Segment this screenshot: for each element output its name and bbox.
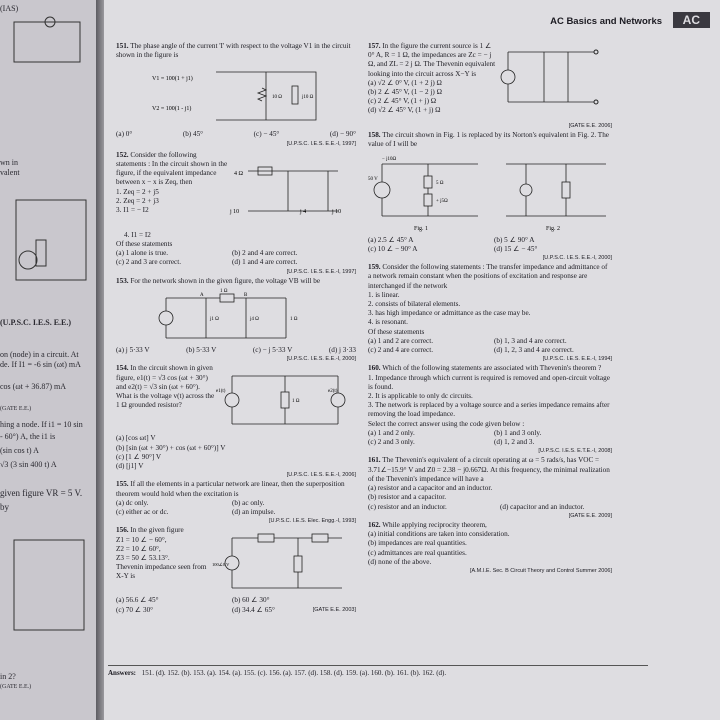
question-text: Consider the following statements : The transfer impedance and admittance of a network remain constant when the positions of excitation and response are interchanged if the network (368, 263, 608, 290)
figure-caption: Fig. 2 (546, 225, 561, 232)
option-c: (c) admittances are real quantities. (368, 548, 467, 557)
question-number: 158. (368, 131, 381, 140)
option-c: (c) [1 ∠ 90°] V (116, 452, 162, 461)
option-a: (a) 1 and 2 only. (368, 428, 415, 437)
option-d: (d) 1 and 4 are correct. (232, 258, 298, 267)
impedance-label: 1 Ω (290, 317, 298, 323)
question-number: 151. (116, 42, 129, 50)
right-column (368, 42, 612, 576)
source-citation: [U.P.S.C. I.E.S. E.E.-I, 1997] (286, 140, 356, 147)
statement-item: 2. Zeq = 2 + j3 (116, 196, 159, 205)
option-d: (d) 34.4 ∠ 65° (232, 605, 275, 614)
circuit-label: V2 = 100(1 - j1) (152, 106, 192, 113)
question-158 (368, 131, 612, 263)
facing-line: √3 (3 sin 400 t) A (0, 460, 57, 469)
question-153 (116, 277, 356, 365)
statement-item: 3. I1 = − I2 (116, 206, 149, 215)
option-d: (d) [j1] V (116, 462, 144, 471)
option-b: (b) 2 ∠ 45° V, (1 − 2 j) Ω (368, 88, 442, 97)
facing-line: (IAS) (0, 4, 19, 13)
question-152 (116, 151, 356, 277)
option-a: (a) 1 alone is true. (116, 249, 169, 258)
answer-item: 159. (a). (345, 669, 370, 677)
option-a: (a) [cos ωt] V (116, 434, 156, 443)
option-a: (a) resistor and a capacitor and an inductor. (368, 484, 493, 493)
option-a: (a) 1 and 2 are correct. (368, 336, 434, 345)
question-number: 155. (116, 480, 129, 489)
option-d: (d) j 3·33 (328, 346, 356, 355)
facing-line: in 2? (0, 672, 16, 681)
source-citation: [GATE E.E. 2003] (312, 606, 356, 613)
option-b: (b) 5 ∠ 90° A (494, 235, 535, 244)
statement-item: 3. The network is replaced by a voltage source and a series impedance remains after removing the load impedance. (368, 401, 610, 419)
facing-line: by (0, 502, 9, 512)
question-161 (368, 456, 612, 520)
question-text: The Thevenin's equivalent of a circuit operating at ω = 5 rads/s, has VOC = 3.71∠−15.9° V and Z0 = 2.38 − j0.667Ω. At this frequency, the minimal realization of the Thevenin's impedance will have a (368, 456, 610, 483)
statement-item: 1. is linear. (368, 290, 400, 299)
left-column (116, 42, 356, 615)
source-label: e1(t) (216, 389, 226, 395)
answer-item: 152. (b). (167, 669, 192, 677)
source-citation: [A.M.I.E. Sec. B Circuit Theory and Control Summer 2006] (469, 567, 612, 574)
question-number: 161. (368, 456, 381, 465)
question-155 (116, 480, 356, 526)
question-text: If all the elements in a particular network are linear, then the superposition theorem would hold when the excitation is (116, 480, 345, 498)
question-text: In the given figure (130, 526, 184, 535)
impedance-label: 4 Ω (234, 170, 243, 177)
facing-line: de. If I1 = -6 sin (ωt) mA (0, 360, 81, 369)
option-d: (d) 1, 2 and 3. (494, 438, 535, 447)
option-b: (b) impedances are real quantities. (368, 539, 467, 548)
option-c: (c) either ac or dc. (116, 508, 169, 517)
question-number: 152. (116, 150, 129, 159)
facing-line: cos (ωt + 36.87) mA (0, 382, 66, 391)
impedance-value: Z3 = 50 ∠ 53.13°. (116, 554, 170, 563)
question-text: For the network shown in the given figure, the voltage VB will be (130, 276, 321, 285)
answer-item: 155. (c). (243, 669, 268, 677)
statement-item: 1. Impedance through which current is required is removed and open-circuit voltage is found. (368, 373, 610, 391)
facing-line: wn in (0, 158, 18, 167)
source-citation: [U.P.S.C. I.E.S. E.E.-I, 2000] (542, 255, 612, 262)
source-citation: [U.P.S.C. I.E.S. E.T.E.-I, 2008] (538, 448, 612, 455)
statement-item: 2. It is applicable to only dc circuits. (368, 392, 473, 401)
source-label: 50 V (368, 176, 378, 182)
source-label: e2(t) (328, 389, 338, 395)
resistor-label: 5 Ω (436, 180, 444, 186)
answer-item: 161. (b). (396, 669, 421, 677)
option-c: (c) resistor and an inductor. (368, 502, 447, 511)
option-d: (d) 15 ∠ − 45° (494, 244, 538, 253)
facing-circuit (6, 180, 96, 290)
capacitor-label: − j10Ω (382, 156, 397, 162)
statement-heading: Of these statements (116, 240, 173, 249)
facing-circuit (4, 520, 94, 640)
facing-line: (GATE E.E.) (0, 684, 32, 690)
impedance-value: Z1 = 10 ∠ − 60°, (116, 535, 167, 544)
node-label: A (200, 293, 204, 299)
inductor-label: + j5Ω (436, 198, 448, 204)
answer-item: 162. (d). (422, 669, 447, 677)
circuit-diagram (116, 286, 356, 346)
option-c: (c) 10 ∠ − 90° A (368, 244, 418, 253)
option-b: (b) 5·33 V (186, 346, 217, 355)
statement-item: 1. Zeq = 2 + j5 (116, 187, 159, 196)
facing-circuit (10, 12, 90, 72)
option-b: (b) resistor and a capacitor. (368, 493, 447, 502)
question-157 (368, 42, 612, 131)
facing-line: - 60°) A, the i1 is (0, 432, 56, 441)
source-label: 100∠0 V (212, 562, 230, 568)
question-number: 159. (368, 263, 381, 272)
option-b: (b) 2 and 4 are correct. (232, 249, 298, 258)
node-label: B (244, 293, 248, 299)
facing-line: (U.P.S.C. I.E.S. E.E.) (0, 318, 72, 327)
facing-page (0, 0, 100, 720)
option-a: (a) 0° (116, 130, 133, 139)
statement-heading: Of these statements (368, 327, 425, 336)
circuit-label: V1 = 100(1 + j1) (152, 76, 193, 83)
question-number: 156. (116, 526, 129, 535)
source-citation: [U.P.S.C. I.E.S. E.E.-I, 2006] (286, 472, 356, 479)
question-151 (116, 42, 356, 149)
option-b: (b) 1, 3 and 4 are correct. (494, 336, 567, 345)
option-c: (c) − 45° (253, 130, 280, 139)
option-a: (a) √2 ∠ 0° V, (1 + 2 j) Ω (368, 78, 442, 87)
option-d: (d) 1, 2, 3 and 4 are correct. (494, 346, 574, 355)
question-154 (116, 364, 356, 480)
answer-key-label: Answers: (108, 669, 136, 677)
circuit-fig1 (368, 150, 488, 236)
statement-item: 4. is resonant. (368, 318, 408, 327)
facing-line: (sin cos t) A (0, 446, 39, 455)
impedance-label: j 10 (230, 208, 240, 215)
answer-item: 151. (d). (141, 669, 166, 677)
source-citation: [GATE E.E. 2009] (568, 512, 612, 519)
statement-item: 2. consists of bilateral elements. (368, 300, 461, 309)
option-a: (a) j 5·33 V (116, 346, 150, 355)
option-a: (a) dc only. (116, 498, 149, 507)
question-text: While applying reciprocity theorem, (382, 520, 487, 529)
option-a: (a) 56.6 ∠ 45° (116, 596, 159, 605)
statement-item: 4. I1 = I2 (124, 230, 151, 239)
option-c: (c) 2 and 3 only. (368, 438, 415, 447)
option-b: (b) 60 ∠ 30° (232, 596, 270, 605)
answer-item: 154. (a). (218, 669, 242, 677)
option-d: (d) √2 ∠ 45° V, (1 + j) Ω (368, 106, 441, 115)
option-b: (b) [sin (ωt + 30°) + cos (ωt + 60°)] V (116, 443, 226, 452)
option-a: (a) initial conditions are taken into consideration. (368, 530, 510, 539)
option-b: (b) 45° (182, 130, 204, 139)
facing-line: valent (0, 168, 20, 177)
question-number: 157. (368, 42, 381, 50)
question-number: 153. (116, 276, 129, 285)
question-text: In the circuit shown in given figure, e1(t) = √3 cos (ωt + 30°) and e2(t) = √3 sin (ωt + 60°). What is the voltage v(t) across the 1 Ω grounded resistor? (116, 364, 215, 410)
statement-item: 3. has high impedance or admittance as the case may be. (368, 309, 531, 318)
option-b: (b) 1 and 3 only. (494, 428, 542, 437)
circuit-diagram (228, 151, 353, 231)
question-number: 160. (368, 364, 381, 373)
answer-item: 157. (d). (294, 669, 319, 677)
facing-line: (GATE E.E.) (0, 406, 32, 412)
circuit-diagram (216, 364, 354, 434)
option-c: (c) 2 ∠ 45° V, (1 + j) Ω (368, 97, 437, 106)
option-c: (c) 70 ∠ 30° (116, 605, 154, 614)
option-d: (d) capacitor and an inductor. (500, 502, 585, 511)
answer-item: 160. (b). (370, 669, 395, 677)
question-156 (116, 526, 356, 614)
figure-caption: Fig. 1 (414, 225, 429, 232)
question-text: The phase angle of the current 'I' with respect to the voltage V1 in the circuit shown in the figure is (116, 42, 351, 60)
answer-item: 156. (a). (268, 669, 293, 677)
source-citation: [U.P.S.C. I.E.S. E.E.-I, 1994] (542, 356, 612, 363)
impedance-label: j4 Ω (250, 317, 259, 323)
source-citation: [U.P.S.C. I.E.S. Elec. Engg.-I, 1993] (268, 518, 356, 525)
question-text: Which of the following statements are associated with Thevenin's theorem ? (382, 364, 602, 373)
option-d: (d) none of the above. (368, 557, 432, 566)
header-badge: AC (673, 12, 710, 28)
facing-line: given figure VR = 5 V. (0, 488, 83, 498)
question-160 (368, 364, 612, 456)
option-d: (d) an impulse. (232, 508, 276, 517)
option-b: (b) ac only. (232, 498, 265, 507)
impedance-label: j 10 (332, 208, 342, 215)
source-citation: [GATE E.E. 2006] (568, 123, 612, 129)
option-c: (c) 2 and 4 are correct. (368, 346, 434, 355)
impedance-label: j1 Ω (210, 317, 219, 323)
question-number: 154. (116, 364, 129, 373)
resistor-label: 1 Ω (292, 399, 300, 405)
option-a: (a) 2.5 ∠ 45° A (368, 235, 414, 244)
header-title: AC Basics and Networks (550, 16, 663, 27)
question-162 (368, 521, 612, 576)
question-text: Consider the following statements : In the circuit shown in the figure, if the equivalent impedance between x − x is Zeq, then (116, 150, 228, 187)
circuit-diagram (498, 42, 608, 122)
impedance-label: j 4 (300, 208, 307, 215)
question-number: 162. (368, 520, 381, 529)
circuit-diagram (116, 60, 356, 130)
question-text-tail: Thevenin impedance seen from X-Y is (116, 563, 207, 581)
circuit-fig2 (496, 150, 612, 236)
running-header (550, 12, 710, 28)
question-text: In the figure the current source is 1 ∠ 0° A, R = 1 Ω, the impedances are Zc = − j Ω, and ZL = 2 j Ω. The Thevenin equivalent looking into the circuit across X−Y is (368, 42, 496, 78)
circuit-diagram (212, 526, 352, 596)
answer-item: 158. (d). (319, 669, 344, 677)
impedance-label: 1 Ω (220, 289, 228, 295)
question-159 (368, 263, 612, 364)
source-citation: [U.P.S.C. I.E.S. E.E.-I, 1997] (286, 268, 356, 275)
resistor-label: 10 Ω (272, 95, 282, 101)
statement-heading: Select the correct answer using the code given below : (368, 419, 525, 428)
option-c: (c) 2 and 3 are correct. (116, 258, 182, 267)
option-d: (d) − 90° (329, 130, 356, 139)
answer-key (108, 665, 648, 677)
impedance-value: Z2 = 10 ∠ 60°, (116, 544, 161, 553)
facing-line: on (node) in a circuit. At (0, 350, 79, 359)
answer-item: 153. (a). (193, 669, 217, 677)
question-text: The circuit shown in Fig. 1 is replaced by its Norton's equivalent in Fig. 2. The value of I will be (368, 131, 609, 149)
source-citation: [U.P.S.C. I.E.S. E.E.-I, 2000] (286, 356, 356, 363)
inductor-label: j10 Ω (302, 95, 314, 101)
option-c: (c) − j 5·33 V (252, 346, 293, 355)
facing-line: hing a node. If i1 = 10 sin (0, 420, 83, 429)
